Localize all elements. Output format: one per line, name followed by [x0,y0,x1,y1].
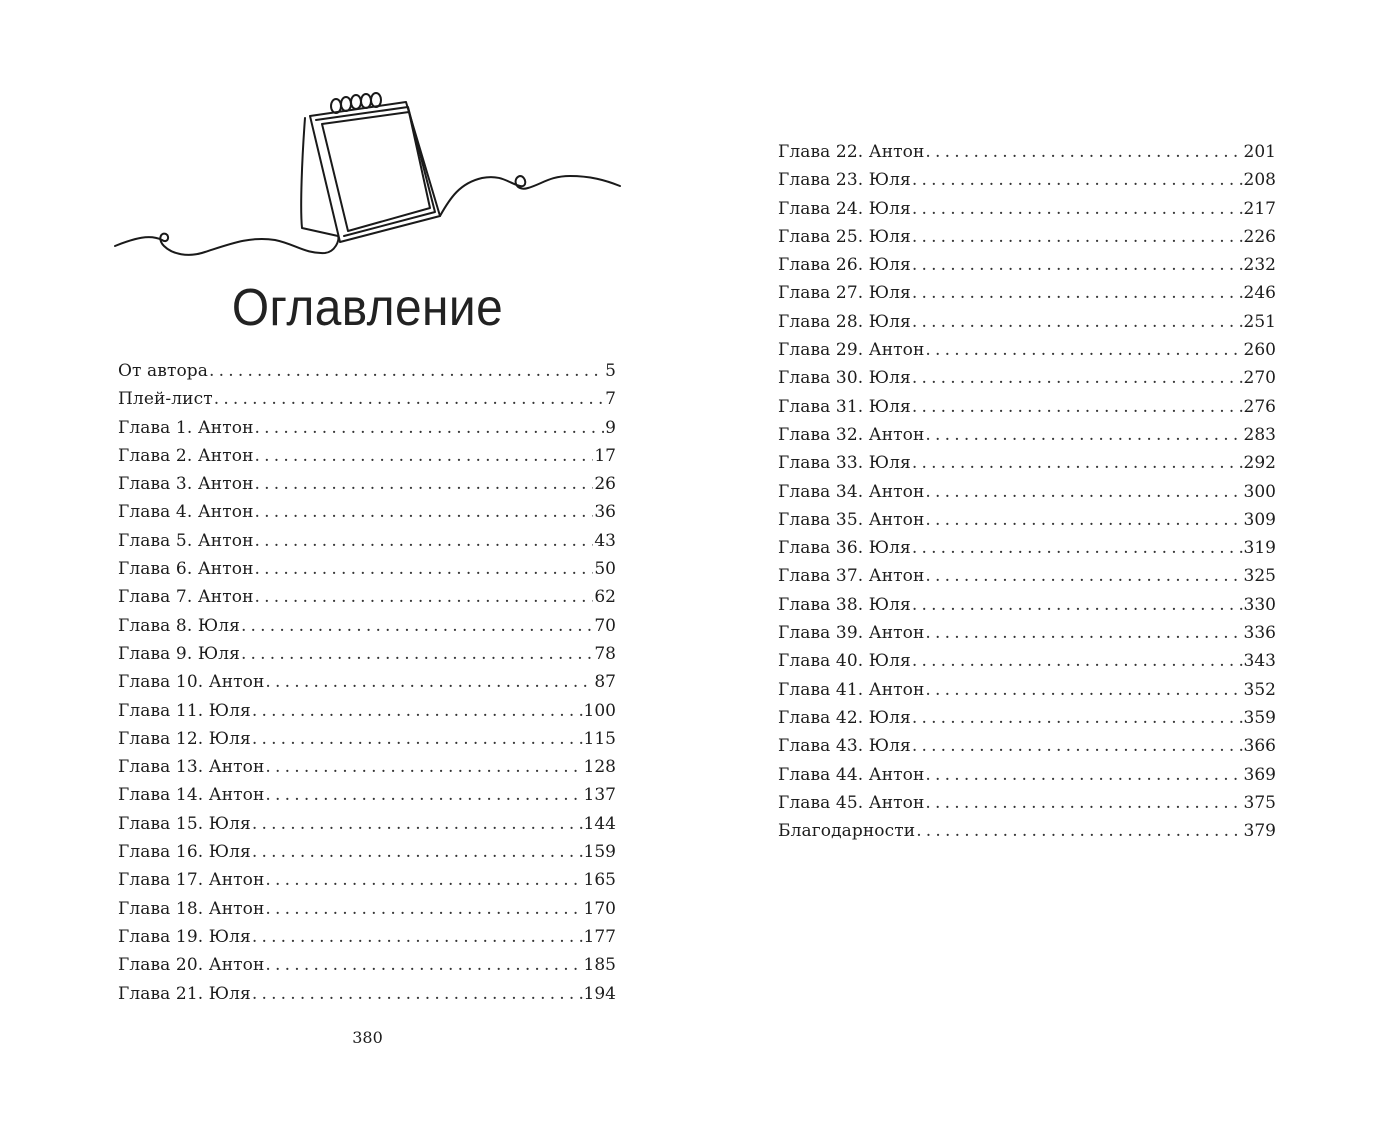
dot-leader [925,562,1242,590]
dot-leader [214,385,604,413]
toc-entry [118,951,616,979]
toc-entry-label: Плей-лист [118,389,213,410]
toc-entry-label: Глава 42. Юля [778,707,911,728]
toc-entry [118,583,616,611]
toc-entry-page: 36 [594,502,616,523]
toc-entry-label: Глава 22. Антон [778,142,925,162]
toc-entry-label: Глава 24. Юля [778,198,911,219]
toc-entry-page: 26 [594,474,616,495]
dot-leader [912,704,1243,732]
toc-entry [778,761,1276,789]
toc-entry-label: Глава 14. Антон [118,785,265,806]
toc-entry [778,506,1276,534]
dot-leader [255,442,594,470]
toc-entry-label: Глава 7. Антон [118,587,254,608]
toc-entry-page: 292 [1243,453,1276,474]
toc-entry [778,478,1276,506]
dot-leader [255,583,594,611]
toc-entry-label: Глава 37. Антон [778,566,925,587]
toc-entry-label: Глава 28. Юля [778,311,911,332]
dot-leader [255,414,605,442]
toc-entry-label: От автора [118,361,209,381]
toc-list-right [778,138,1276,845]
dot-leader [241,612,593,640]
toc-entry-label: Глава 16. Юля [118,842,251,863]
toc-entry-label: Благодарности [778,821,916,842]
toc-entry-label: Глава 38. Юля [778,594,911,615]
dot-leader [255,470,594,498]
dot-leader [265,781,582,809]
toc-entry-page: 260 [1243,340,1276,361]
toc-entry-page: 217 [1243,198,1276,219]
dot-leader [925,506,1242,534]
toc-entry-page: 78 [594,643,616,664]
toc-entry-label: Глава 11. Юля [118,700,251,721]
dot-leader [265,668,593,696]
toc-entry-label: Глава 40. Юля [778,651,911,672]
dot-leader [252,923,583,951]
toc-entry-label: Глава 29. Антон [778,340,925,361]
toc-entry-label: Глава 9. Юля [118,643,240,664]
toc-entry-page: 379 [1243,821,1276,842]
toc-entry-label: Глава 3. Антон [118,474,254,495]
dot-leader [925,138,1242,166]
toc-entry [778,591,1276,619]
toc-entry-page: 246 [1243,283,1276,304]
toc-entry-label: Глава 41. Антон [778,679,925,700]
toc-entry [118,385,616,413]
toc-entry-page: 330 [1243,594,1276,615]
toc-entry [118,697,616,725]
toc-entry-page: 87 [594,672,616,693]
toc-list-left [118,357,616,1008]
toc-entry-label: Глава 45. Антон [778,792,925,813]
toc-entry [778,336,1276,364]
toc-entry-page: 5 [605,361,616,381]
toc-entry [778,308,1276,336]
dot-leader [252,980,583,1008]
toc-entry-label: Глава 8. Юля [118,615,240,636]
toc-entry-page: 170 [583,898,616,919]
toc-entry [778,223,1276,251]
toc-entry-page: 375 [1243,792,1276,813]
dot-leader [252,810,583,838]
toc-entry-label: Глава 15. Юля [118,813,251,834]
toc-entry-label: Глава 18. Антон [118,898,265,919]
toc-entry-page: 159 [583,842,616,863]
toc-entry-label: Глава 5. Антон [118,530,254,551]
toc-entry-label: Глава 43. Юля [778,736,911,757]
dot-leader [912,364,1243,392]
toc-entry [778,562,1276,590]
toc-entry-label: Глава 25. Юля [778,226,911,247]
toc-entry [778,195,1276,223]
dot-leader [209,357,604,385]
toc-entry-label: Глава 32. Антон [778,424,925,445]
toc-entry-page: 128 [583,757,616,778]
dot-leader [255,527,594,555]
toc-entry [778,449,1276,477]
toc-entry [778,251,1276,279]
toc-entry-label: Глава 34. Антон [778,481,925,502]
dot-leader [925,761,1242,789]
toc-entry-page: 17 [594,445,616,466]
toc-entry-page: 50 [594,559,616,580]
desk-calendar-illustration [110,88,625,258]
toc-entry-page: 359 [1243,707,1276,728]
toc-entry-label: Глава 23. Юля [778,170,911,191]
toc-entry-page: 270 [1243,368,1276,389]
toc-entry-label: Глава 1. Антон [118,417,254,438]
toc-entry [118,414,616,442]
toc-entry-label: Глава 44. Антон [778,764,925,785]
dot-leader [241,640,593,668]
toc-entry-page: 194 [583,983,616,1004]
toc-entry [778,138,1276,166]
dot-leader [916,817,1242,845]
toc-entry-label: Глава 2. Антон [118,445,254,466]
dot-leader [912,223,1243,251]
toc-entry [118,838,616,866]
toc-entry-label: Глава 30. Юля [778,368,911,389]
toc-entry-page: 177 [583,926,616,947]
toc-entry-page: 201 [1243,142,1276,162]
toc-entry-label: Глава 35. Антон [778,509,925,530]
toc-entry-label: Глава 26. Юля [778,255,911,276]
toc-entry [118,640,616,668]
toc-entry [118,923,616,951]
toc-entry-label: Глава 6. Антон [118,559,254,580]
dot-leader [912,279,1243,307]
toc-entry-label: Глава 4. Антон [118,502,254,523]
toc-entry [118,866,616,894]
toc-entry [118,725,616,753]
dot-leader [925,789,1242,817]
toc-entry-page: 309 [1243,509,1276,530]
toc-entry-page: 185 [583,955,616,976]
dot-leader [912,534,1243,562]
toc-entry-page: 369 [1243,764,1276,785]
toc-entry-label: Глава 36. Юля [778,538,911,559]
dot-leader [252,838,583,866]
dot-leader [265,753,582,781]
dot-leader [912,449,1243,477]
toc-entry [118,753,616,781]
toc-entry-page: 232 [1243,255,1276,276]
toc-entry-page: 144 [583,813,616,834]
toc-entry-page: 137 [583,785,616,806]
dot-leader [912,166,1243,194]
toc-entry [118,498,616,526]
dot-leader [265,866,582,894]
toc-entry-label: Глава 19. Юля [118,926,251,947]
dot-leader [912,308,1243,336]
toc-entry [778,421,1276,449]
toc-entry-page: 208 [1243,170,1276,191]
toc-entry [778,676,1276,704]
toc-entry-label: Глава 39. Антон [778,623,925,644]
toc-entry [778,789,1276,817]
toc-entry-page: 115 [583,728,616,749]
toc-entry [778,647,1276,675]
page-number: 380 [352,1028,383,1047]
toc-entry [778,166,1276,194]
toc-entry [118,980,616,1008]
dot-leader [265,895,582,923]
toc-entry [118,810,616,838]
toc-entry [118,895,616,923]
dot-leader [912,647,1243,675]
toc-entry-label: Глава 21. Юля [118,983,251,1004]
dot-leader [265,951,582,979]
dot-leader [912,195,1243,223]
toc-entry [778,732,1276,760]
toc-entry-label: Глава 33. Юля [778,453,911,474]
toc-entry [778,619,1276,647]
toc-entry-page: 100 [583,700,616,721]
dot-leader [255,498,594,526]
toc-entry [118,470,616,498]
toc-entry-page: 7 [605,389,616,410]
toc-entry-page: 276 [1243,396,1276,417]
toc-entry [118,781,616,809]
toc-entry [778,534,1276,562]
toc-entry-label: Глава 31. Юля [778,396,911,417]
toc-entry [118,527,616,555]
toc-entry [778,704,1276,732]
toc-entry [118,668,616,696]
toc-entry-label: Глава 17. Антон [118,870,265,891]
dot-leader [912,591,1243,619]
dot-leader [925,478,1242,506]
dot-leader [912,393,1243,421]
toc-entry-page: 336 [1243,623,1276,644]
toc-entry-page: 366 [1243,736,1276,757]
dot-leader [252,725,583,753]
toc-entry-label: Глава 20. Антон [118,955,265,976]
dot-leader [912,251,1243,279]
dot-leader [925,336,1242,364]
toc-entry [778,364,1276,392]
toc-entry-page: 325 [1243,566,1276,587]
toc-entry-label: Глава 12. Юля [118,728,251,749]
dot-leader [255,555,594,583]
dot-leader [912,732,1243,760]
toc-entry [778,817,1276,845]
toc-entry-page: 165 [583,870,616,891]
toc-entry-page: 43 [594,530,616,551]
dot-leader [925,676,1242,704]
toc-entry-page: 62 [594,587,616,608]
toc-entry [118,555,616,583]
toc-entry [778,279,1276,307]
toc-entry-page: 352 [1243,679,1276,700]
toc-entry [118,442,616,470]
toc-entry-page: 70 [594,615,616,636]
toc-entry-page: 319 [1243,538,1276,559]
toc-entry-page: 300 [1243,481,1276,502]
dot-leader [925,421,1242,449]
toc-entry-page: 343 [1243,651,1276,672]
toc-entry-page: 283 [1243,424,1276,445]
toc-entry-label: Глава 10. Антон [118,672,265,693]
dot-leader [925,619,1242,647]
page-title: Оглавление [231,279,504,337]
toc-entry-label: Глава 13. Антон [118,757,265,778]
toc-entry [778,393,1276,421]
toc-entry-label: Глава 27. Юля [778,283,911,304]
dot-leader [252,697,583,725]
toc-entry [118,612,616,640]
toc-entry-page: 251 [1243,311,1276,332]
toc-entry-page: 226 [1243,226,1276,247]
toc-entry-page: 9 [605,417,616,438]
toc-entry [118,357,616,385]
